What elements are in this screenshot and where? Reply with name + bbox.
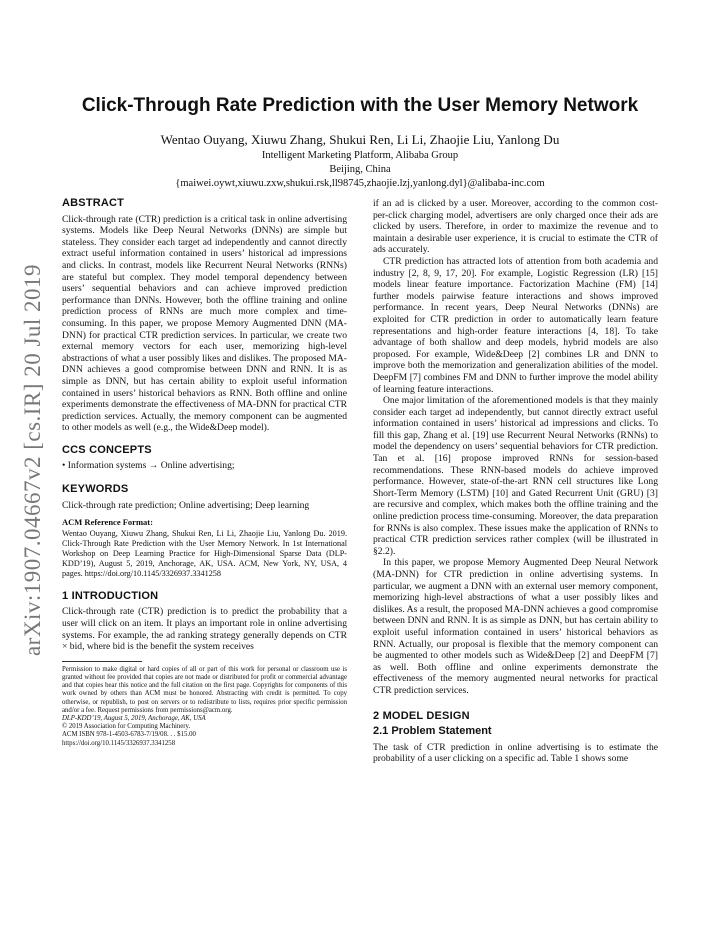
ccs-heading: CCS CONCEPTS (62, 443, 152, 456)
permission-notice: Permission to make digital or hard copies of all or part of this work for personal or classroom use is granted without fee provided that copies are not made or distributed for profit or commercial advantage and that copies bear this notice and the full citation on the first page. Copyrights for components of this work owned by others than ACM must be honored. Abstracting with credit is permitted. To copy otherwise, or republish, to post on servers or to redistribute to lists, requires prior specific permission and/or a fee. Request permissions from permissions@acm.org. (62, 665, 347, 714)
model-design-heading: 2 MODEL DESIGN (373, 709, 470, 722)
keywords-text: Click-through rate prediction; Online advertising; Deep learning (62, 499, 310, 511)
intro-paragraph-2: CTR prediction has attracted lots of attention from both academia and industry [2, 8, 9, 17, 20]. For example, Logistic Regression (LR) [15] models linear feature importance. Factorization Machine (FM) [14] further models pairwise feature interactions and shows improved performance. In recent years, Deep Neural Networks (DNNs) are exploited for CTR prediction in order to automatically learn feature representations and high-order feature interactions [4, 18]. To take advantage of both shallow and deep models, hybrid models are also proposed. For example, Wide&Deep [2] combines LR and DNN to improve both the memorization and generalization abilities of the model. DeepFM [7] combines FM and DNN to further improve the model ability of learning feature interactions. (373, 255, 658, 395)
arxiv-stamp-text: arXiv:1907.04667v2 [cs.IR] 20 Jul 2019 (20, 263, 45, 657)
location: Beijing, China (329, 164, 391, 175)
right-column (373, 198, 658, 765)
problem-statement-text: The task of CTR prediction in online advertising is to estimate the probability of a user clicking on a specific ad. Table 1 shows some (373, 741, 658, 765)
intro-paragraph-1-continued: if an ad is clicked by a user. Moreover, according to the common cost-per-click charging model, advertisers are only charged once their ads are clicked by users. Therefore, in order to maximize the revenue and to maintain a desirable user experience, it is crucial to estimate the CTR of ads accurately. (373, 198, 658, 256)
abstract-heading: ABSTRACT (62, 197, 125, 209)
isbn-line: ACM ISBN 978-1-4503-6783-7/19/08. . . $15.00 (62, 731, 196, 739)
acm-reference-text: Wentao Ouyang, Xiuwu Zhang, Shukui Ren, Li Li, Zhaojie Liu, Yanlong Du. 2019. Click-Through Rate Prediction with the User Memory Network. In 1st International Workshop on Deep Learning Practice for High-Dimensional Sparse Data (DLP-KDD’19), August 5, 2019, Anchorage, AK, USA. ACM, New York, NY, USA, 4 pages. https://doi.org/10.1145/3326937.3341258 (62, 528, 347, 578)
affiliation: Intelligent Marketing Platform, Alibaba Group (261, 150, 459, 161)
intro-paragraph-1: Click-through rate (CTR) prediction is to predict the probability that a user will click on an item. It plays an important role in online advertising systems. For example, the ad ranking strategy generally depends on CTR × bid, where bid is the benefit the system receives (62, 606, 347, 653)
intro-paragraph-4: In this paper, we propose Memory Augmented Deep Neural Network (MA-DNN) for CTR prediction in online advertising systems. In particular, we augment a DNN with an external user memory component, memorizing high-level abstractions of what a user possibly likes and dislikes. As a result, the proposed MA-DNN achieves a good compromise between DNN and RNN. It is as simple as DNN, but has certain ability to exploit useful information contained in users’ historical behaviors as RNN. Actually, our proposal is flexible that the memory component can be augmented to other models such as Wide&Deep [2] and DeepFM [7] as well. Both offline and online experiments demonstrate the effectiveness of the memory augmented neural networks for practical CTR prediction services. (373, 557, 658, 696)
author-emails: {maiwei.oywt,xiuwu.zxw,shukui.rsk,ll98745,zhaojie.lzj,yanlong.dyl}@alibaba-inc.com (175, 178, 545, 189)
copyright-line: © 2019 Association for Computing Machinery. (62, 723, 191, 731)
left-column (62, 198, 347, 748)
keywords-heading: KEYWORDS (62, 483, 129, 496)
abstract-text: Click-through rate (CTR) prediction is a critical task in online advertising systems. Models like Deep Neural Networks (DNNs) are simple but stateless. They consider each target ad independently and cannot directly extract useful information contained in users’ historical ad impressions and clicks. In contrast, models like Recurrent Neural Networks (RNNs) are stateful but complex. They model temporal dependency between users’ sequential behaviors and can achieve improved prediction performance than DNNs. However, both the offline training and online prediction process of RNNs are much more complex and time-consuming. In this paper, we propose Memory Augmented DNN (MA-DNN) for practical CTR prediction services. In particular, we create two external memory vectors for each user, memorizing high-level abstractions of what a user possibly likes and dislikes. The proposed MA-DNN achieves a good compromise between DNN and RNN. It is as simple as DNN, but has certain ability to exploit useful information contained in users’ historical behaviors as RNN. Both offline and online experiments demonstrate the effectiveness of MA-DNN for practical CTR prediction services. Actually, the memory component can be augmented to other models as well (e.g., the Wide&Deep model). (62, 213, 347, 434)
arxiv-stamp (18, 260, 48, 660)
footnote-rule (62, 661, 142, 662)
acm-reference-label: ACM Reference Format: (62, 517, 153, 528)
intro-paragraph-3: One major limitation of the aforementioned models is that they mainly consider each target ad independently, but cannot directly extract useful information contained in users’ historical ad impressions and clicks. To fill this gap, Zhang et al. [19] use Recurrent Neural Networks (RNNs) to model the dependency on users’ sequential behaviors for CTR prediction. Tan et al. [16] propose improved RNNs for session-based recommendations. These RNN-based models do achieve improved performance. However, state-of-the-art RNN cell structures like Long Short-Term Memory (LSTM) [10] and Gated Recurrent Unit (GRU) [3] are recursive and complex, which makes both the offline training and the online prediction process time-consuming. Moreover, the data preparation for RNNs is also complex. These issues make the application of RNNs to practical CTR prediction services rather complex (will be illustrated in §2.2). (373, 395, 658, 557)
doi-line: https://doi.org/10.1145/3326937.3341258 (62, 739, 176, 747)
author-list: Wentao Ouyang, Xiuwu Zhang, Shukui Ren, Li Li, Zhaojie Liu, Yanlong Du (160, 132, 560, 147)
venue-line: DLP-KDD’19, August 5, 2019, Anchorage, AK, USA (62, 715, 206, 723)
ccs-text: • Information systems → Online advertising; (62, 460, 235, 472)
problem-statement-heading: 2.1 Problem Statement (373, 725, 492, 738)
introduction-heading: 1 INTRODUCTION (62, 589, 159, 602)
paper-title: Click-Through Rate Prediction with the User Memory Network (81, 95, 639, 116)
